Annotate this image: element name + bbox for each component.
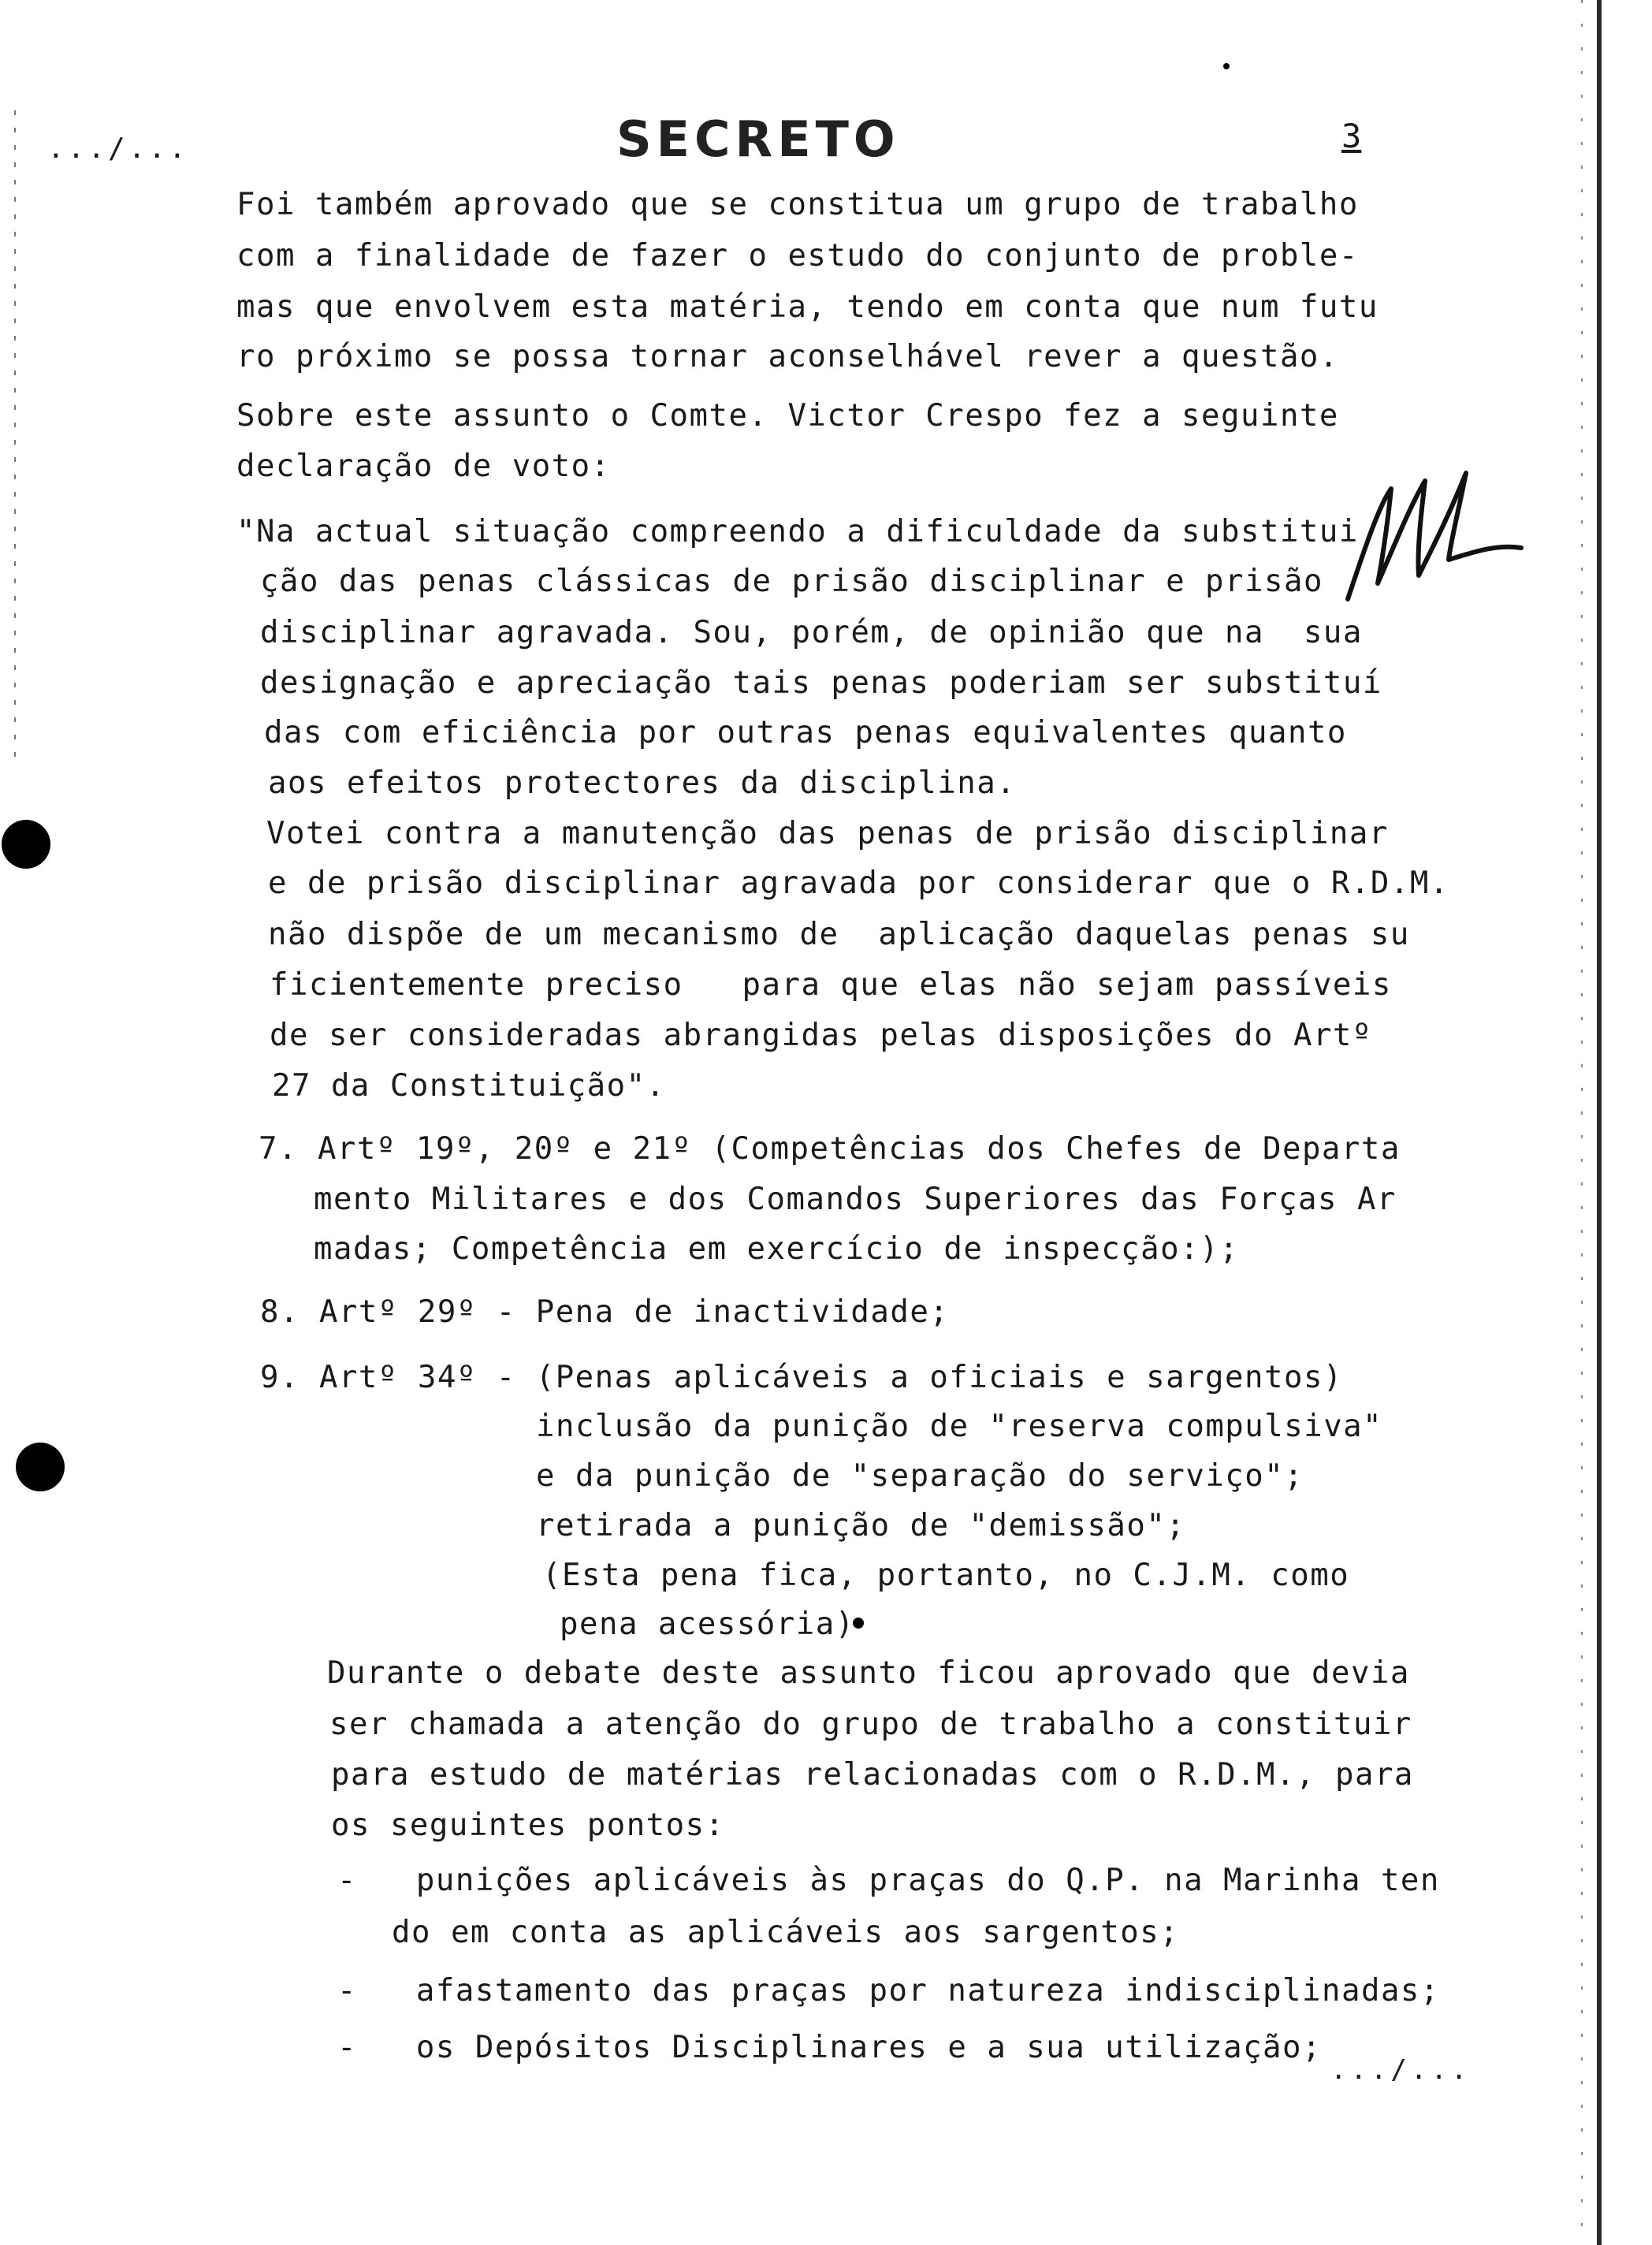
continuation-mark-top: .../... bbox=[47, 132, 189, 165]
body-line: os seguintes pontos: bbox=[331, 1808, 725, 1843]
quote-line: "Na actual situação compreendo a dificuldade da substitui bbox=[236, 514, 1359, 549]
continuation-mark-bottom: .../... bbox=[1330, 2054, 1472, 2086]
body-line: para estudo de matérias relacionadas com o R.D.M., para bbox=[331, 1757, 1414, 1793]
body-line: mas que envolvem esta matéria, tendo em conta que num futu bbox=[236, 289, 1379, 325]
bullet-line: - punições aplicáveis às praças do Q.P. na Marinha ten bbox=[337, 1863, 1440, 1898]
quote-line: 27 da Constituição". bbox=[272, 1068, 666, 1104]
quote-line: não dispõe de um mecanismo de aplicação daquelas penas su bbox=[268, 917, 1410, 952]
page-number: 3 bbox=[1341, 117, 1362, 155]
item-8-line: 8. Artº 29º - Pena de inactividade; bbox=[260, 1294, 950, 1330]
item-9-line: pena acessória) bbox=[560, 1606, 855, 1642]
body-line: Sobre este assunto o Comte. Victor Crespo fez a seguinte bbox=[236, 398, 1339, 434]
punch-hole-upper bbox=[2, 820, 50, 869]
body-line: com a finalidade de fazer o estudo do conjunto de proble- bbox=[236, 238, 1359, 274]
scan-edge-marks bbox=[1581, 0, 1583, 2245]
bullet-line: do em conta as aplicáveis aos sargentos; bbox=[392, 1915, 1180, 1950]
quote-line: disciplinar agravada. Sou, porém, de opinião que na sua bbox=[260, 615, 1363, 650]
body-line: declaração de voto: bbox=[236, 449, 611, 484]
body-line: Foi também aprovado que se constitua um grupo de trabalho bbox=[236, 187, 1359, 222]
item-9-line: retirada a punição de "demissão"; bbox=[536, 1508, 1186, 1543]
item-9-line: 9. Artº 34º - (Penas aplicáveis a oficiais e sargentos) bbox=[260, 1360, 1343, 1395]
quote-line: ção das penas clássicas de prisão disciplinar e prisão bbox=[260, 564, 1323, 599]
binding-marks bbox=[14, 110, 16, 757]
quote-line: ficientemente preciso para que elas não sejam passíveis bbox=[270, 967, 1392, 1003]
quote-line: das com eficiência por outras penas equivalentes quanto bbox=[264, 715, 1347, 750]
bullet-line: - afastamento das praças por natureza indisciplinadas; bbox=[337, 1973, 1440, 2009]
quote-line: aos efeitos protectores da disciplina. bbox=[268, 765, 1017, 801]
body-line: ro próximo se possa tornar aconselhável rever a questão. bbox=[236, 339, 1339, 374]
item-7-line: mento Militares e dos Comandos Superiores das Forças Ar bbox=[314, 1182, 1397, 1217]
quote-line: e de prisão disciplinar agravada por considerar que o R.D.M. bbox=[268, 866, 1449, 901]
punch-hole-lower bbox=[16, 1443, 65, 1491]
body-line: ser chamada a atenção do grupo de trabalho a constituir bbox=[329, 1707, 1412, 1742]
handwritten-initials bbox=[1332, 457, 1529, 615]
bullet-line: - os Depósitos Disciplinares e a sua utilização; bbox=[337, 2030, 1322, 2065]
item-9-line: e da punição de "separação do serviço"; bbox=[536, 1458, 1304, 1494]
item-7-line: madas; Competência em exercício de inspecção:); bbox=[314, 1231, 1240, 1267]
quote-line: designação e apreciação tais penas poderiam ser substituí bbox=[260, 665, 1382, 701]
item-7-line: 7. Artº 19º, 20º e 21º (Competências dos Chefes de Departa bbox=[259, 1131, 1401, 1167]
quote-line: Votei contra a manutenção das penas de prisão disciplinar bbox=[266, 816, 1389, 851]
quote-line: de ser consideradas abrangidas pelas disposições do Artº bbox=[270, 1018, 1372, 1053]
item-9-line: (Esta pena fica, portanto, no C.J.M. como bbox=[542, 1558, 1350, 1593]
classification-stamp: SECRETO bbox=[616, 110, 900, 168]
item-9-line: inclusão da punição de "reserva compulsiva" bbox=[536, 1409, 1383, 1444]
page-edge-shadow bbox=[1597, 0, 1602, 2245]
scan-speck bbox=[1223, 63, 1230, 69]
body-line: Durante o debate deste assunto ficou aprovado que devia bbox=[327, 1655, 1410, 1691]
